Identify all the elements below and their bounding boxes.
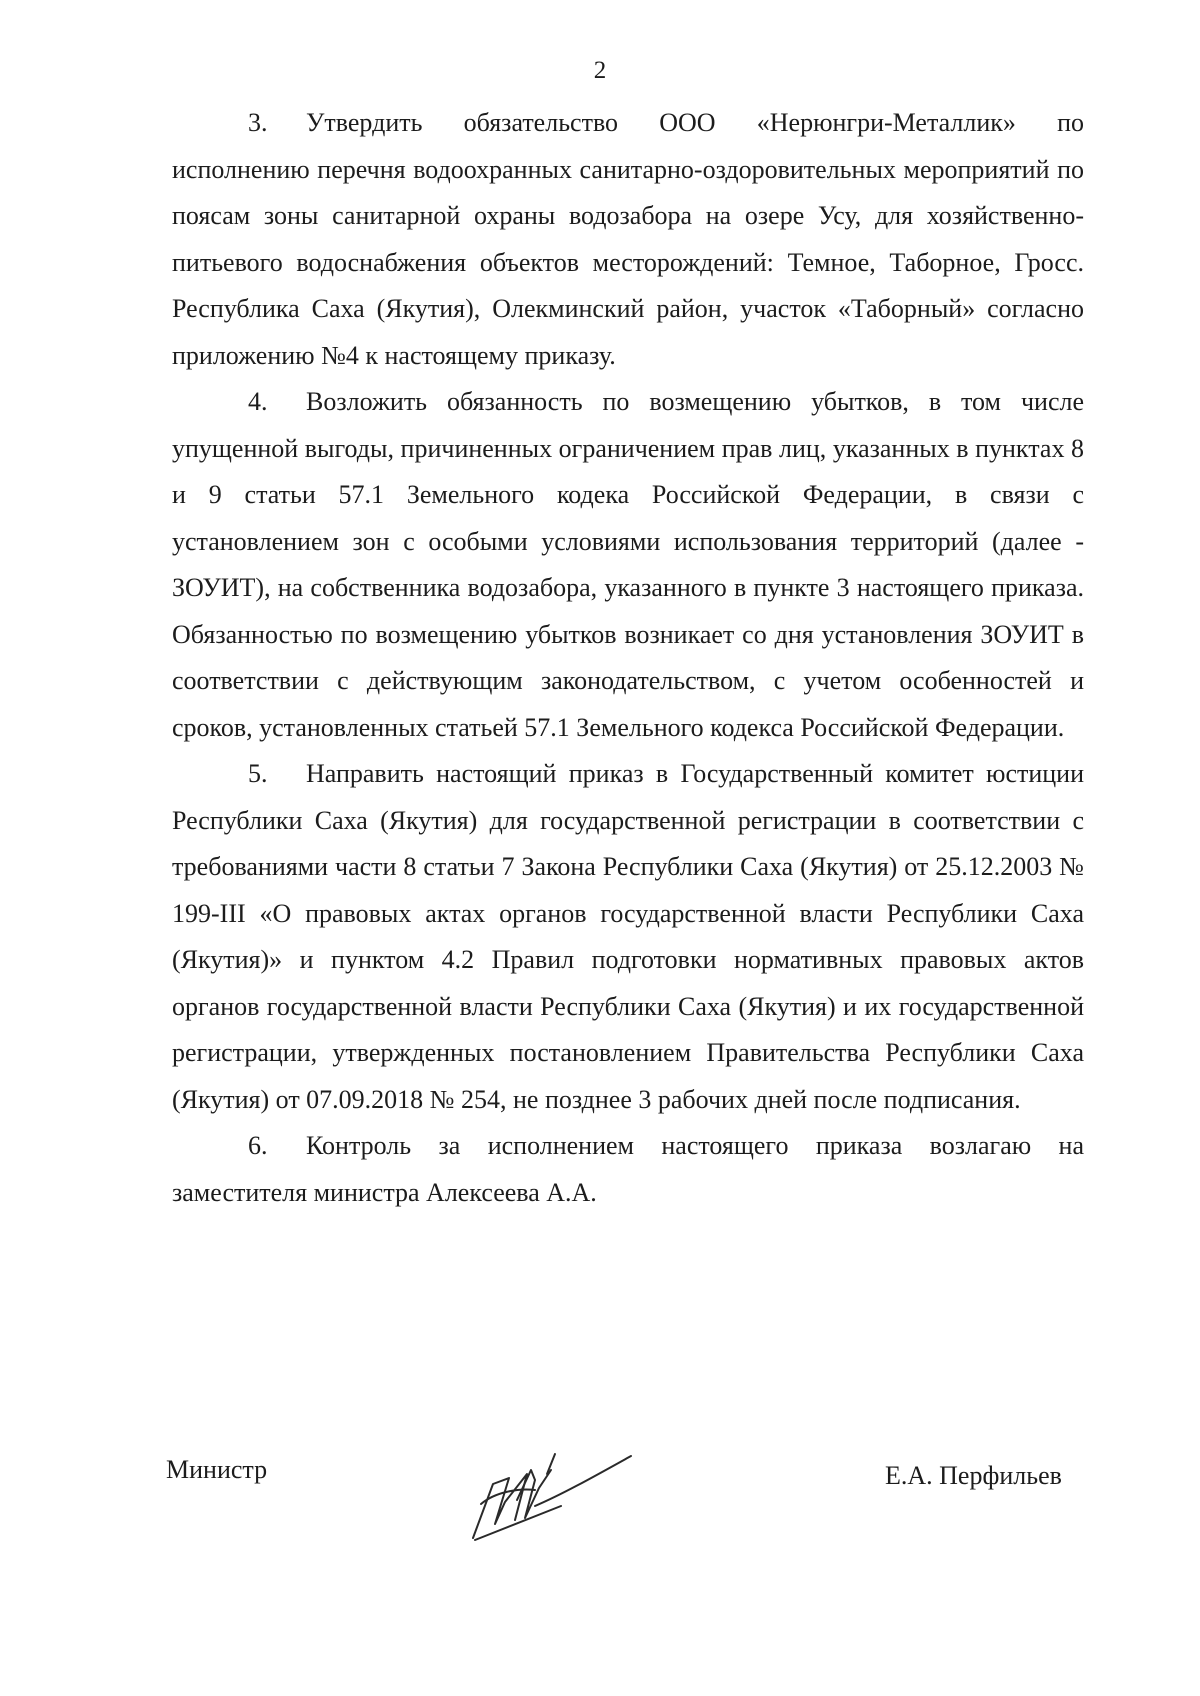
paragraph-text: Утвердить обязательство ООО «Нерюнгри-Металлик» по исполнению перечня водоохранных санитарно-оздоровительных мероприятий по поясам зоны санитарной охраны водозабора на озере Усу, для хозяйственно-питьевого водоснабжения объектов месторождений: Темное, Таборное, Гросс. Республика Саха (Якутия), Олекминский район, участок «Таборный» согласно приложению №4 к настоящему приказу. [172,108,1084,370]
paragraph-text: Возложить обязанность по возмещению убытков, в том числе упущенной выгоды, причиненных ограничением прав лиц, указанных в пунктах 8 и 9 статьи 57.1 Земельного кодека Российской Федерации, в связи с установлением зон с особыми условиями использования территорий (далее - ЗОУИТ), на собственника водозабора, указанного в пункте 3 настоящего приказа. Обязанностью по возмещению убытков возникает со дня установления ЗОУИТ в соответствии с действующим законодательством, с учетом особенностей и сроков, установленных статьей 57.1 Земельного кодекса Российской Федерации. [172,387,1084,742]
signatory-title: Министр [166,1455,268,1484]
handwritten-signature [465,1440,635,1545]
paragraph-5 [172,751,1084,1123]
paragraph-text: Контроль за исполнением настоящего приказа возлагаю на заместителя министра Алексеева А.А. [172,1131,1084,1207]
paragraph-3 [172,100,1084,379]
paragraph-number: 4. [248,387,268,416]
paragraph-number: 5. [248,759,268,788]
paragraph-text: Направить настоящий приказ в Государственный комитет юстиции Республики Саха (Якутия) для государственной регистрации в соответствии с требованиями части 8 статьи 7 Закона Республики Саха (Якутия) от 25.12.2003 № 199-III «О правовых актах органов государственной власти Республики Саха (Якутия)» и пунктом 4.2 Правил подготовки нормативных правовых актов органов государственной власти Республики Саха (Якутия) и их государственной регистрации, утвержденных постановлением Правительства Республики Саха (Якутия) от 07.09.2018 № 254, не позднее 3 рабочих дней после подписания. [172,759,1084,1114]
signature-block [0,1440,1200,1560]
paragraph-4 [172,379,1084,751]
page-number: 2 [593,57,607,84]
document-body [172,100,1084,1216]
paragraph-6 [172,1123,1084,1216]
paragraph-number: 3. [248,108,268,137]
signatory-name: Е.А. Перфильев [885,1461,1062,1490]
paragraph-number: 6. [248,1131,268,1160]
